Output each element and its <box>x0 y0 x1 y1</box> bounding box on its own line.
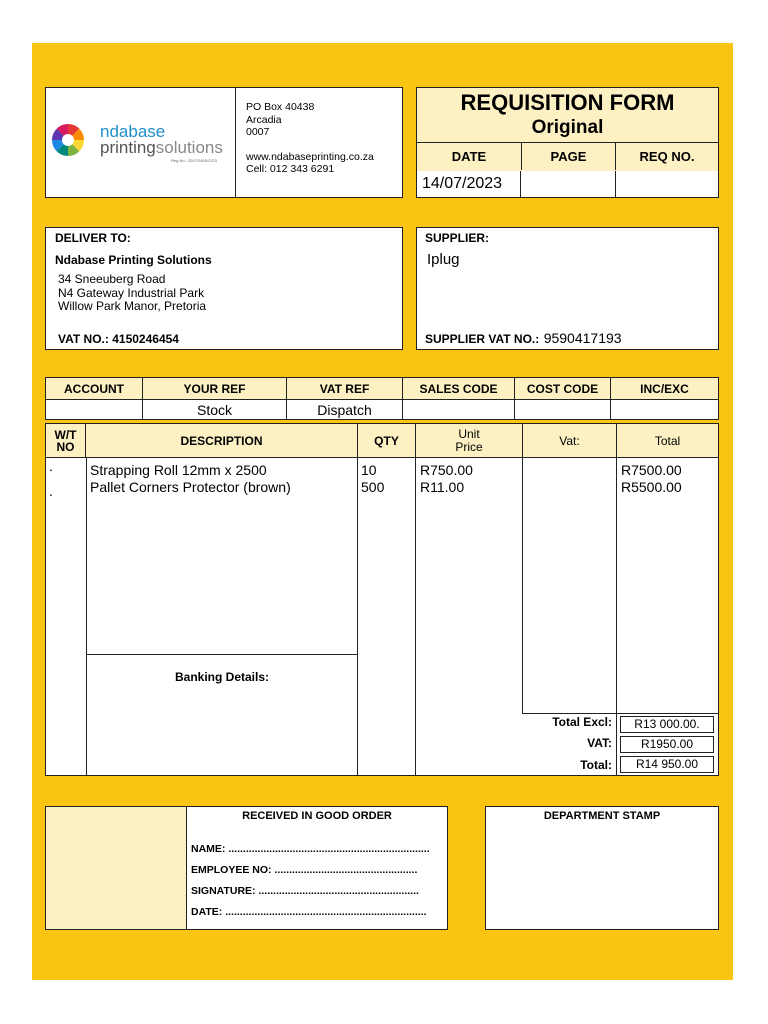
received-box <box>45 806 448 930</box>
item-2-unit[interactable]: R11.00 <box>420 479 465 495</box>
department-stamp-title: DEPARTMENT STAMP <box>543 810 661 822</box>
items-header-wt-text: W/T NO <box>54 427 77 454</box>
logo-word-ndabase: ndabase <box>100 122 166 141</box>
items-header-wt <box>46 424 86 457</box>
item-1-description[interactable]: Strapping Roll 12mm x 2500 <box>90 462 267 478</box>
form-title: REQUISITION FORM <box>460 90 675 115</box>
deliver-address <box>58 273 206 314</box>
col-divider-wt <box>86 458 87 775</box>
form-page <box>32 43 733 980</box>
item-1-total[interactable]: R7500.00 <box>621 462 682 478</box>
refs-header-cost-code: COST CODE <box>515 378 611 399</box>
deliver-label: DELIVER TO: <box>55 231 131 245</box>
date-value[interactable]: 14/07/2023 <box>417 171 521 197</box>
deliver-line-1: 34 Sneeuberg Road <box>58 272 166 286</box>
req-header: REQ NO. <box>639 149 695 164</box>
item-1-wt: . <box>49 458 53 474</box>
item-2-description[interactable]: Pallet Corners Protector (brown) <box>90 479 291 495</box>
requisition-box <box>416 87 719 198</box>
received-signature-field[interactable]: SIGNATURE: ....................................................... <box>191 885 419 897</box>
logo <box>51 123 231 163</box>
supplier-vat-value[interactable]: 9590417193 <box>543 330 622 346</box>
col-divider-qty <box>415 458 416 775</box>
banking-details-label: Banking Details: <box>174 670 270 684</box>
deliver-line-3: Willow Park Manor, Pretoria <box>58 299 207 313</box>
page-header: PAGE <box>522 143 616 170</box>
supplier-box <box>416 227 719 350</box>
col-divider-desc <box>357 458 358 775</box>
items-header-unit: Unit Price <box>416 424 523 457</box>
banking-divider <box>87 654 357 655</box>
refs-value-account[interactable] <box>46 400 143 419</box>
company-address <box>246 101 374 176</box>
logo-word-printingsolutions: printingsolutions <box>100 138 223 157</box>
address-line-2: Arcadia <box>246 113 282 126</box>
deliver-box <box>45 227 403 350</box>
received-fields <box>187 807 447 929</box>
item-row-2 <box>46 479 718 499</box>
refs-header-account: ACCOUNT <box>46 378 143 399</box>
received-title: RECEIVED IN GOOD ORDER <box>242 810 392 822</box>
received-date-field[interactable]: DATE: ..................................................................... <box>191 906 427 918</box>
col-divider-unit <box>522 458 523 713</box>
refs-header-vat-ref: VAT REF <box>287 378 403 399</box>
deliver-name: Ndabase Printing Solutions <box>55 253 212 267</box>
totals-top-divider <box>522 713 718 714</box>
item-2-total[interactable]: R5500.00 <box>621 479 682 495</box>
department-stamp-box <box>485 806 719 930</box>
items-header-row <box>46 424 718 458</box>
item-row-1 <box>46 458 718 479</box>
col-divider-vat <box>616 458 617 775</box>
refs-table <box>45 377 719 420</box>
items-header-vat: Vat: <box>523 424 617 457</box>
refs-header-inc-exc: INC/EXC <box>640 381 689 396</box>
item-1-qty[interactable]: 10 <box>361 462 377 478</box>
date-header: DATE <box>417 143 522 170</box>
supplier-label: SUPPLIER: <box>425 231 490 245</box>
company-cell: Cell: 012 343 6291 <box>246 163 335 175</box>
page-value[interactable] <box>522 171 616 197</box>
total-excl-label: Total Excl: <box>552 715 612 729</box>
items-header-description: DESCRIPTION <box>86 424 358 457</box>
address-line-1: PO Box 40438 <box>246 101 315 113</box>
refs-value-inc-exc[interactable] <box>611 400 718 419</box>
item-2-qty[interactable]: 500 <box>361 479 385 495</box>
address-line-3: 0007 <box>246 126 270 138</box>
deliver-vat-value: 4150246454 <box>112 332 179 346</box>
logo-reg: Reg No.: 2007/246547/23 <box>171 158 217 163</box>
refs-value-vat-ref[interactable]: Dispatch <box>287 400 403 419</box>
supplier-vat-label: SUPPLIER VAT NO.: <box>425 332 540 346</box>
items-header-qty: QTY <box>358 424 416 457</box>
deliver-vat <box>58 332 179 346</box>
vat-total-value[interactable]: R1950.00 <box>620 736 714 753</box>
company-divider <box>235 88 236 197</box>
color-wheel-icon <box>51 123 85 157</box>
supplier-vat <box>425 330 622 348</box>
deliver-vat-label: VAT NO.: <box>58 332 109 346</box>
deliver-line-2: N4 Gateway Industrial Park <box>58 285 205 300</box>
form-header-row <box>417 142 718 172</box>
item-2-wt: . <box>49 483 53 499</box>
company-website: www.ndabaseprinting.co.za <box>246 150 374 163</box>
refs-header-sales-code: SALES CODE <box>403 378 515 399</box>
supplier-name[interactable]: Iplug <box>427 251 460 268</box>
refs-header-row <box>46 378 718 400</box>
received-employee-field[interactable]: EMPLOYEE NO: ................................................. <box>191 864 418 876</box>
form-value-row <box>417 171 718 197</box>
received-name-field[interactable]: NAME: ..................................................................... <box>191 843 430 855</box>
grand-total-label: Total: <box>580 758 612 772</box>
refs-value-sales-code[interactable] <box>403 400 515 419</box>
refs-value-cost-code[interactable] <box>515 400 611 419</box>
total-excl-value[interactable]: R13 000.00. <box>620 716 714 733</box>
refs-value-row <box>46 400 718 419</box>
items-header-total: Total <box>654 433 681 448</box>
vat-total-label: VAT: <box>587 736 612 750</box>
items-table <box>45 423 719 776</box>
req-value[interactable] <box>616 171 718 197</box>
form-subtitle: Original <box>531 117 604 138</box>
received-left-panel <box>46 807 187 929</box>
grand-total-value[interactable]: R14 950.00 <box>620 756 714 773</box>
item-1-unit[interactable]: R750.00 <box>420 462 473 478</box>
refs-header-your-ref: YOUR REF <box>143 378 287 399</box>
company-box <box>45 87 403 198</box>
refs-value-your-ref[interactable]: Stock <box>143 400 287 419</box>
